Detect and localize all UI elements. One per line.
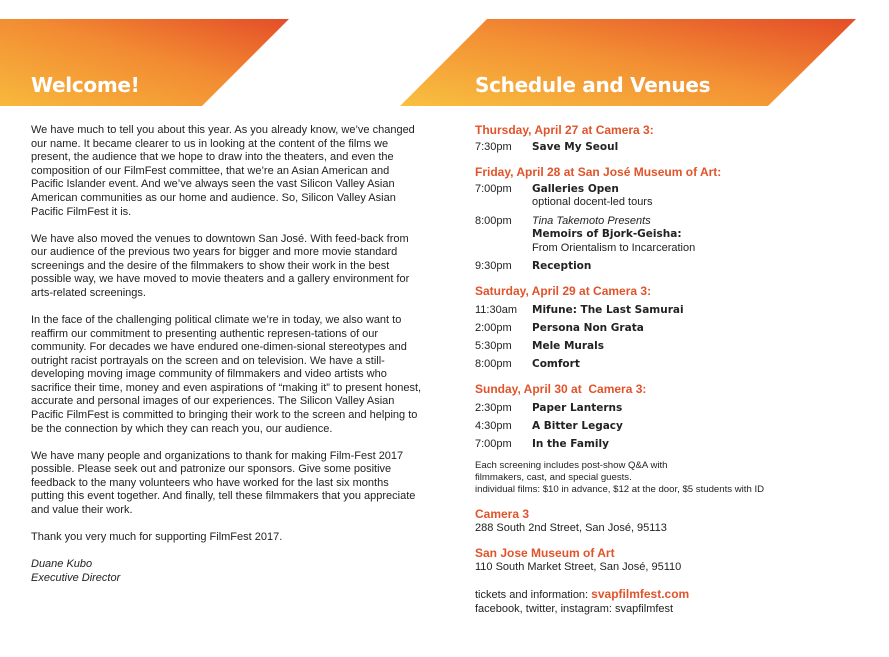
venue-block bbox=[475, 507, 875, 536]
event-row bbox=[475, 399, 875, 417]
welcome-heading: Welcome! bbox=[31, 73, 140, 97]
venue-address: 110 South Market Street, San José, 95110 bbox=[475, 560, 682, 573]
event-title: Paper Lanterns bbox=[532, 401, 623, 414]
signature-name: Duane Kubo bbox=[31, 557, 93, 570]
event-time: 2:00pm bbox=[475, 321, 512, 334]
tickets-label: tickets and information: bbox=[475, 589, 592, 602]
event-presenter: Tina Takemoto Presents bbox=[532, 214, 651, 227]
event-row bbox=[475, 301, 875, 319]
event-title: Save My Seoul bbox=[532, 141, 619, 153]
venue-name: San Jose Museum of Art bbox=[475, 545, 615, 560]
letter-paragraph: Thank you very much for supporting FilmFest 2017. bbox=[31, 531, 283, 543]
social-info: facebook, twitter, instagram: svapfilmfest bbox=[475, 603, 674, 616]
event-time: 7:00pm bbox=[475, 182, 512, 195]
event-title: Memoirs of Bjork-Geisha: bbox=[532, 228, 682, 240]
event-time: 9:30pm bbox=[475, 260, 512, 272]
schedule-list bbox=[475, 123, 875, 616]
event-row bbox=[475, 417, 875, 435]
event-row bbox=[475, 355, 875, 373]
letter-paragraph: We have also moved the venues to downtown San José. With feed-back from our audience of the previous two years for bigger and more movie standard screenings and the desire of the filmmakers to show their work in the best possible way, we have moved to movie theaters and a gallery environment for arts-related screenings. bbox=[31, 232, 410, 299]
day-heading: Saturday, April 29 at Camera 3: bbox=[475, 283, 652, 298]
note-line: individual films: $10 in advance, $12 at the door, $5 students with ID bbox=[475, 483, 765, 495]
letter-paragraph: We have much to tell you about this year. As you already know, we’ve changed our name. It became clearer to us in looking at the content of the films we present, the audience that we hope to draw into the theaters, and even the composition of our FilmFest committee, that we’re an Asian American and Pacific Islander event. And we’ve always seen the vast Silicon Valley Asian American communities as our home and audience. So, Silicon Valley Asian Pacific FilmFest it is. bbox=[31, 124, 415, 218]
event-time: 2:30pm bbox=[475, 401, 512, 414]
event-row bbox=[475, 215, 875, 256]
event-title: Mifune: The Last Samurai bbox=[532, 303, 684, 316]
event-row bbox=[475, 319, 875, 337]
event-title: A Bitter Legacy bbox=[532, 419, 623, 432]
event-subtitle: From Orientalism to Incarceration bbox=[532, 241, 696, 254]
welcome-letter bbox=[31, 124, 423, 585]
tickets-info bbox=[475, 587, 875, 602]
event-row bbox=[475, 141, 875, 155]
event-time: 5:30pm bbox=[475, 339, 512, 352]
screening-note bbox=[475, 460, 875, 497]
note-line: filmmakers, cast, and special guests. bbox=[475, 471, 632, 483]
event-time: 7:00pm bbox=[475, 437, 512, 450]
venue-name: Camera 3 bbox=[475, 507, 530, 522]
signature-title: Executive Director bbox=[31, 571, 121, 584]
day-block bbox=[475, 123, 875, 155]
day-block bbox=[475, 165, 875, 274]
event-title: Mele Murals bbox=[532, 339, 604, 352]
event-time: 8:00pm bbox=[475, 357, 512, 370]
day-heading: Sunday, April 30 at Camera 3: bbox=[475, 381, 647, 396]
letter-paragraph: In the face of the challenging political climate we’re in today, we also want to reaffirm our commitment to presenting authentic represen-tations of our community. For decades we have endured one-dimen-sional stereotypes and outright racist portrayals on the screen and on television. We have a still-developing moving image community of filmmakers and video artists who sacrifice their time, money and even aspirations of “making it” to present honest, accurate and personal images of our experiences. The Silicon Valley Asian Pacific FilmFest is committed to bringing their work to the screen and helping to be the connection by which they can reach you, our audience. bbox=[31, 313, 422, 435]
letter-paragraph: We have many people and organizations to thank for making Film-Fest 2017 possible. Please seek out and patronize our sponsors. Give some positive feedback to the many volunteers who have worked for the last six months putting this event together. And finally, tell these filmmakers that you appreciate and value their work. bbox=[31, 449, 416, 517]
event-time: 8:00pm bbox=[475, 214, 512, 227]
day-heading: Thursday, April 27 at Camera 3: bbox=[475, 123, 654, 137]
venue-block bbox=[475, 546, 875, 575]
event-time: 7:30pm bbox=[475, 141, 512, 153]
event-title: Galleries Open bbox=[532, 182, 619, 195]
event-row bbox=[475, 260, 875, 274]
day-block bbox=[475, 382, 875, 453]
event-time: 4:30pm bbox=[475, 419, 512, 432]
venue-address: 288 South 2nd Street, San José, 95113 bbox=[475, 522, 667, 535]
event-row bbox=[475, 435, 875, 453]
website-link[interactable]: svapfilmfest.com bbox=[591, 587, 690, 602]
event-title: Persona Non Grata bbox=[532, 321, 644, 334]
day-block bbox=[475, 284, 875, 373]
note-line: Each screening includes post-show Q&A with bbox=[475, 459, 668, 471]
event-row bbox=[475, 183, 875, 210]
event-time: 11:30am bbox=[475, 303, 517, 316]
event-title: Reception bbox=[532, 260, 592, 272]
event-subtitle: optional docent-led tours bbox=[532, 196, 653, 208]
event-title: Comfort bbox=[532, 357, 580, 370]
event-row bbox=[475, 337, 875, 355]
schedule-heading: Schedule and Venues bbox=[475, 73, 711, 97]
day-heading: Friday, April 28 at San José Museum of Art: bbox=[475, 164, 722, 179]
event-title: In the Family bbox=[532, 437, 609, 450]
